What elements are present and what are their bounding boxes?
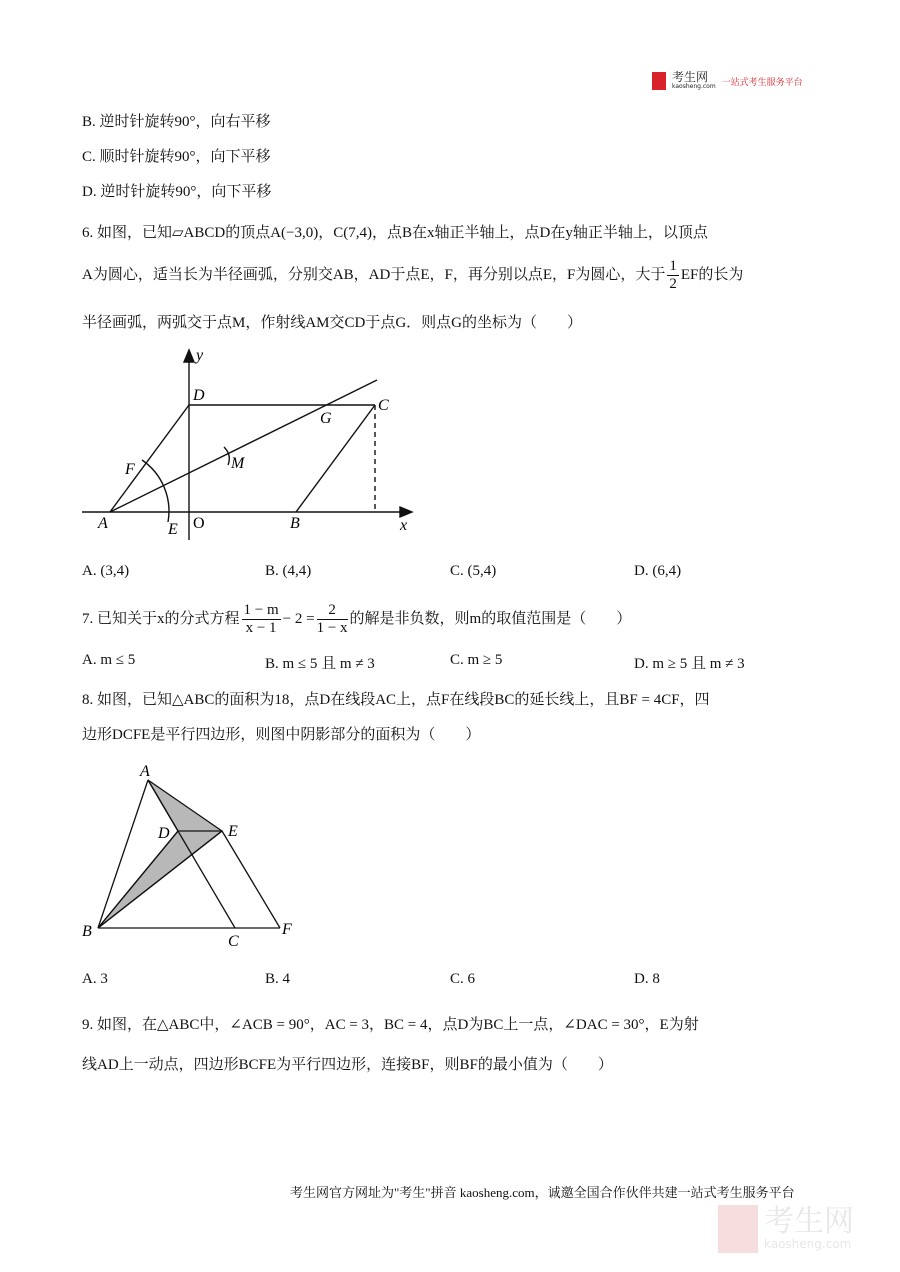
q7-option-c: C. m ≥ 5 (450, 652, 503, 668)
side-ad (110, 405, 189, 512)
frac-den: 1 − x (316, 620, 348, 636)
label-a: A (140, 763, 150, 780)
q6-figure (0, 340, 450, 540)
label-b: B (82, 923, 92, 940)
q7-option-d: D. m ≥ 5 且 m ≠ 3 (634, 656, 745, 672)
label-d: D (158, 825, 170, 842)
label-d: D (193, 387, 205, 404)
label-f: F (125, 461, 135, 478)
q7-option-a: A. m ≤ 5 (82, 652, 136, 668)
label-e: E (168, 521, 178, 538)
header-logo (652, 72, 803, 90)
watermark-logo-icon (718, 1205, 758, 1253)
q7-text-a: 7. 已知关于x的分式方程 (82, 610, 240, 627)
q8-option-d: D. 8 (634, 971, 660, 987)
q8-line1: 8. 如图，已知△ABC的面积为18，点D在线段AC上，点F在线段BC的延长线上，且BF = 4CF，四 (82, 692, 710, 708)
label-o: O (193, 515, 205, 532)
frac-num: 1 − m (243, 602, 279, 618)
q9-line2: 线AD上一动点，四边形BCFE为平行四边形，连接BF，则BF的最小值为（ ） (82, 1057, 613, 1073)
frac-den: x − 1 (245, 620, 277, 636)
q7-mid: − 2 = (282, 610, 315, 627)
q9-line1: 9. 如图，在△ABC中，∠ACB = 90°，AC = 3，BC = 4，点D为BC上一点，∠DAC = 30°，E为射 (82, 1017, 699, 1033)
q6-option-c: C. (5,4) (450, 563, 497, 579)
footer-text: 考生网官方网址为"考生"拼音 kaosheng.com，诚邀全国合作伙伴共建一站式考生服务平台 (290, 1185, 795, 1200)
q6-line2 (82, 258, 743, 293)
watermark-name: 考生网 (764, 1204, 854, 1239)
q7-fraction-1 (242, 602, 281, 637)
q5-option-c: C. 顺时针旋转90°，向下平移 (82, 149, 271, 165)
watermark (718, 1205, 854, 1253)
q7-fraction-2 (317, 602, 348, 637)
q6-option-b: B. (4,4) (265, 563, 312, 579)
y-axis-arrow (184, 350, 194, 362)
frac-num: 1 (669, 258, 677, 274)
frac-num: 2 (317, 602, 348, 620)
ray-am (110, 380, 377, 512)
q6-line2-text: A为圆心，适当长为半径画弧，分别交AB，AD于点E，F，再分别以点E，F为圆心，大于 (82, 266, 666, 283)
label-c: C (228, 933, 239, 950)
label-e: E (228, 823, 238, 840)
q7-option-b: B. m ≤ 5 且 m ≠ 3 (265, 656, 375, 672)
q6-option-d: D. (6,4) (634, 563, 682, 579)
label-c: C (378, 397, 389, 414)
logo-icon (652, 72, 666, 90)
q5-option-b: B. 逆时针旋转90°，向右平移 (82, 114, 271, 130)
label-y: y (196, 347, 204, 364)
x-axis-arrow (400, 507, 412, 517)
logo-domain: kaosheng.com (672, 83, 716, 90)
q7-text-b: 的解是非负数，则m的取值范围是（ ） (349, 610, 632, 627)
label-g: G (320, 410, 332, 427)
label-a: A (98, 515, 108, 532)
frac-den: 2 (669, 276, 677, 292)
q8-option-b: B. 4 (265, 971, 291, 987)
side-bc (296, 405, 375, 512)
q8-line2: 边形DCFE是平行四边形，则图中阴影部分的面积为（ ） (82, 727, 481, 743)
q8-figure (0, 755, 320, 955)
q8-option-c: C. 6 (450, 971, 476, 987)
q6-option-a: A. (3,4) (82, 563, 130, 579)
q6-line3: 半径画弧，两弧交于点M，作射线AM交CD于点G．则点G的坐标为（ ） (82, 315, 583, 331)
label-m: M (231, 455, 245, 472)
q8-option-a: A. 3 (82, 971, 108, 987)
label-b: B (290, 515, 300, 532)
header-slogan: 一站式考生服务平台 (721, 77, 803, 88)
fraction-half (667, 258, 679, 293)
watermark-domain: kaosheng.com (764, 1237, 852, 1251)
q7-line (82, 602, 631, 637)
label-f: F (282, 921, 292, 938)
q5-option-d: D. 逆时针旋转90°，向下平移 (82, 184, 272, 200)
logo-name: 考生网 (672, 70, 709, 84)
q6-line2-end: EF的长为 (680, 266, 744, 283)
q6-line1: 6. 如图，已知▱ABCD的顶点A(−3,0)，C(7,4)，点B在x轴正半轴上，点D在y轴正半轴上，以顶点 (82, 225, 708, 241)
label-x: x (400, 517, 408, 534)
